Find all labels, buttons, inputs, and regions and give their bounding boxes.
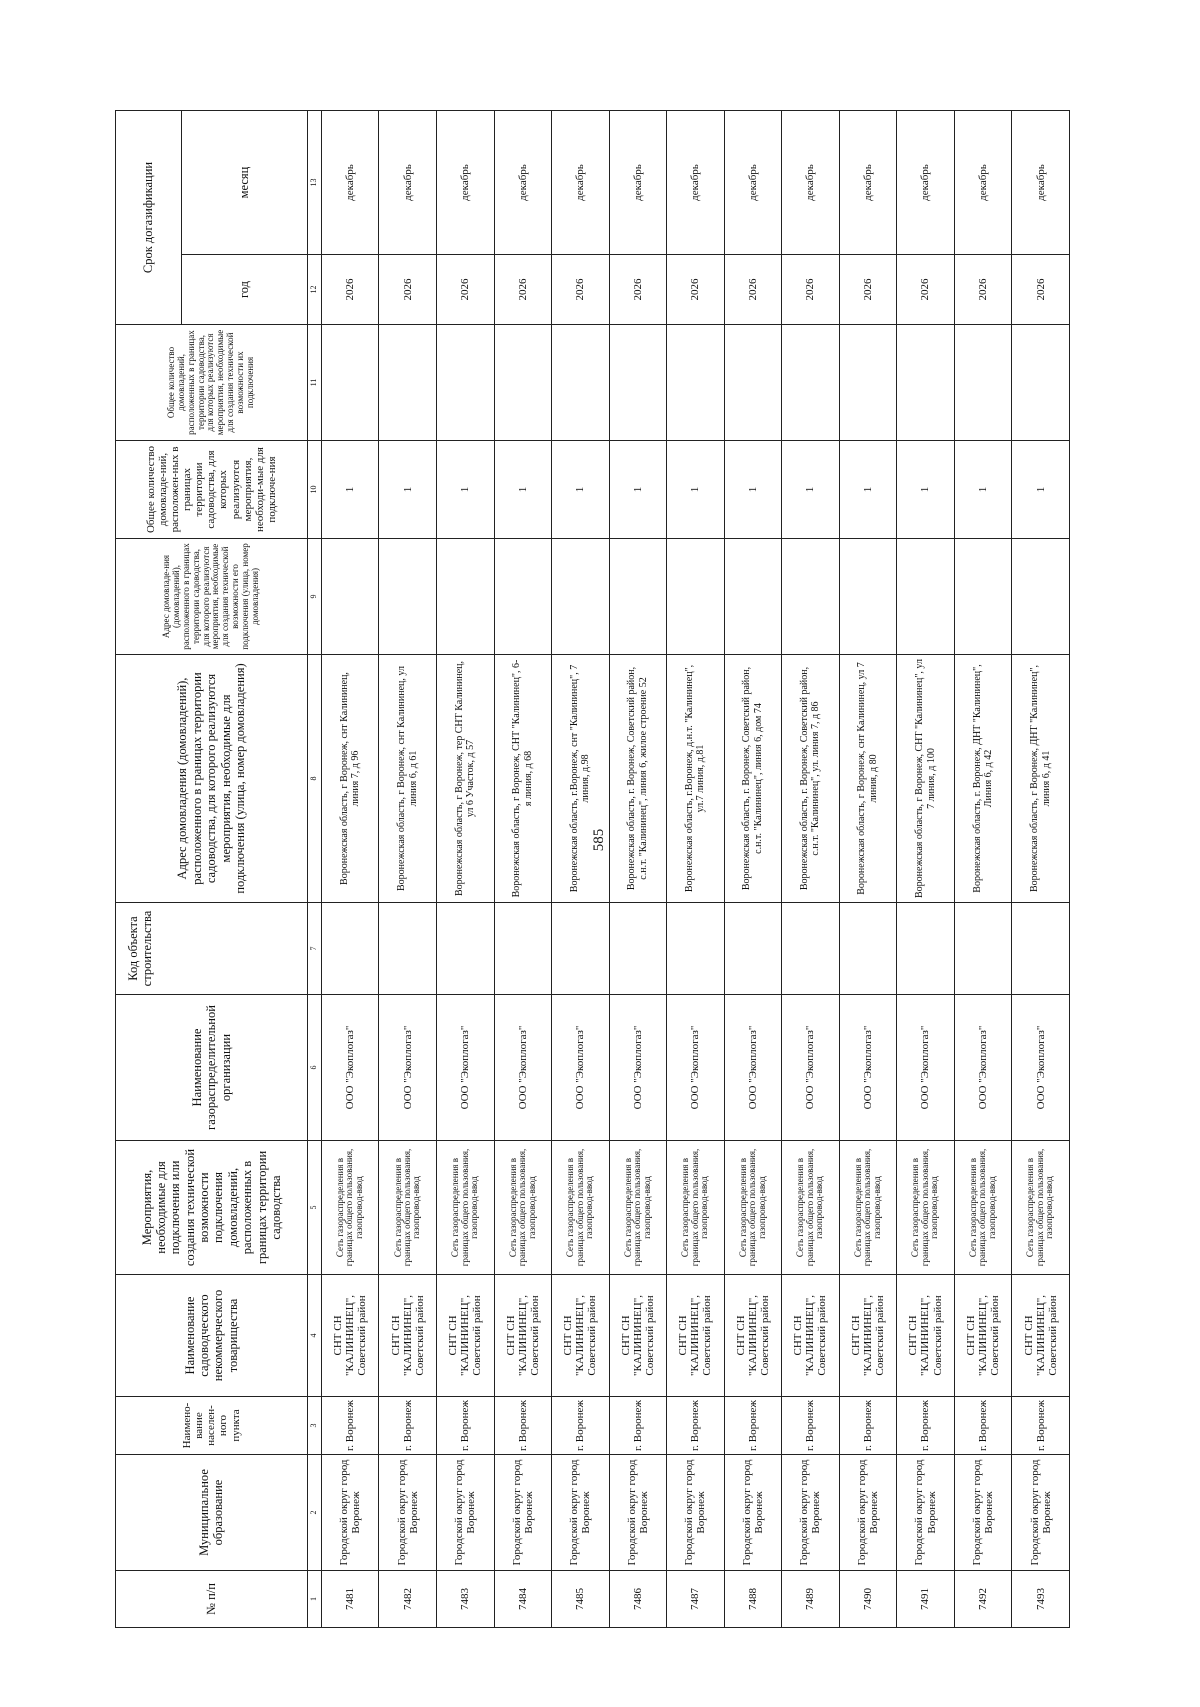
- count-tech-cell: [897, 325, 955, 441]
- settlement-cell: г. Воронеж: [436, 1397, 494, 1455]
- table-row: [552, 111, 610, 1628]
- count-tech-cell: [321, 325, 379, 441]
- address-tech-cell: [667, 539, 725, 655]
- municipality-cell: Городской округ город Воронеж: [379, 1455, 437, 1571]
- gas-org-cell: ООО "Экоплогаз": [552, 995, 610, 1141]
- address-tech-cell: [1012, 539, 1070, 655]
- measures-cell: Сеть газораспределения в границах общего пользования, газопровод-ввод: [494, 1141, 552, 1275]
- row-number: 7481: [321, 1571, 379, 1628]
- measures-cell: Сеть газораспределения в границах общего пользования, газопровод-ввод: [782, 1141, 840, 1275]
- settlement-cell: г. Воронеж: [609, 1397, 667, 1455]
- header-municipality: Муниципальное образование: [116, 1455, 308, 1571]
- object-code-cell: [552, 903, 610, 995]
- measures-cell: Сеть газораспределения в границах общего пользования, газопровод-ввод: [667, 1141, 725, 1275]
- row-number: 7488: [724, 1571, 782, 1628]
- address-cell: Воронежская область, г Воронеж, снт Калининец, ул 7 линия, д 80: [839, 655, 897, 903]
- address-tech-cell: [552, 539, 610, 655]
- column-number: 9: [307, 539, 321, 655]
- count-connect-cell: 1: [379, 441, 437, 539]
- header-year: год: [181, 255, 307, 325]
- count-tech-cell: [436, 325, 494, 441]
- row-number: 7484: [494, 1571, 552, 1628]
- address-tech-cell: [436, 539, 494, 655]
- settlement-cell: г. Воронеж: [552, 1397, 610, 1455]
- year-cell: 2026: [839, 255, 897, 325]
- object-code-cell: [494, 903, 552, 995]
- row-number: 7492: [954, 1571, 1012, 1628]
- year-cell: 2026: [494, 255, 552, 325]
- count-tech-cell: [1012, 325, 1070, 441]
- column-number: 13: [307, 111, 321, 255]
- settlement-cell: г. Воронеж: [1012, 1397, 1070, 1455]
- measures-cell: Сеть газораспределения в границах общего пользования, газопровод-ввод: [897, 1141, 955, 1275]
- measures-cell: Сеть газораспределения в границах общего пользования, газопровод-ввод: [954, 1141, 1012, 1275]
- table-row: [436, 111, 494, 1628]
- object-code-cell: [321, 903, 379, 995]
- partnership-cell: СНТ СН "КАЛИНИНЕЦ", Советский район: [321, 1275, 379, 1397]
- count-connect-cell: 1: [494, 441, 552, 539]
- column-number: 10: [307, 441, 321, 539]
- partnership-cell: СНТ СН "КАЛИНИНЕЦ", Советский район: [609, 1275, 667, 1397]
- header-gas-org: Наименование газораспределительной организации: [116, 995, 308, 1141]
- address-cell: Воронежская область, г. Воронеж, Советский район, с.н.т. "Калининец", ул. линия 7, д 86: [782, 655, 840, 903]
- address-cell: Воронежская область, г. Воронеж, Советский район, с.н.т. "Калининец", линия 6, дом 74: [724, 655, 782, 903]
- count-tech-cell: [552, 325, 610, 441]
- year-cell: 2026: [609, 255, 667, 325]
- object-code-cell: [436, 903, 494, 995]
- address-cell: Воронежская область, г Воронеж, снт Калининец, линия 7, д 96: [321, 655, 379, 903]
- row-number: 7485: [552, 1571, 610, 1628]
- gas-org-cell: ООО "Экоплогаз": [609, 995, 667, 1141]
- count-connect-cell: 1: [782, 441, 840, 539]
- table-row: [782, 111, 840, 1628]
- count-connect-cell: 1: [321, 441, 379, 539]
- year-cell: 2026: [954, 255, 1012, 325]
- column-number: 8: [307, 655, 321, 903]
- measures-cell: Сеть газораспределения в границах общего пользования, газопровод-ввод: [379, 1141, 437, 1275]
- measures-cell: Сеть газораспределения в границах общего пользования, газопровод-ввод: [1012, 1141, 1070, 1275]
- table-row: [667, 111, 725, 1628]
- municipality-cell: Городской округ город Воронеж: [782, 1455, 840, 1571]
- year-cell: 2026: [724, 255, 782, 325]
- count-connect-cell: 1: [436, 441, 494, 539]
- address-cell: Воронежская область, г.Воронеж, снт "Калининец", 7 линия, д.98: [552, 655, 610, 903]
- month-cell: декабрь: [667, 111, 725, 255]
- column-number: 11: [307, 325, 321, 441]
- municipality-cell: Городской округ город Воронеж: [1012, 1455, 1070, 1571]
- measures-cell: Сеть газораспределения в границах общего пользования, газопровод-ввод: [839, 1141, 897, 1275]
- month-cell: декабрь: [436, 111, 494, 255]
- settlement-cell: г. Воронеж: [839, 1397, 897, 1455]
- settlement-cell: г. Воронеж: [897, 1397, 955, 1455]
- table-row: [839, 111, 897, 1628]
- address-cell: Воронежская область, г.Воронеж, д.н.т. "Калининец", ул.7 линия, д.81: [667, 655, 725, 903]
- settlement-cell: г. Воронеж: [667, 1397, 725, 1455]
- month-cell: декабрь: [379, 111, 437, 255]
- column-number: 1: [307, 1571, 321, 1628]
- partnership-cell: СНТ СН "КАЛИНИНЕЦ", Советский район: [839, 1275, 897, 1397]
- gas-org-cell: ООО "Экоплогаз": [954, 995, 1012, 1141]
- row-number: 7483: [436, 1571, 494, 1628]
- year-cell: 2026: [379, 255, 437, 325]
- column-number: 2: [307, 1455, 321, 1571]
- gasification-table: [115, 110, 1070, 1628]
- object-code-cell: [1012, 903, 1070, 995]
- count-connect-cell: 1: [724, 441, 782, 539]
- count-connect-cell: 1: [897, 441, 955, 539]
- address-tech-cell: [321, 539, 379, 655]
- gas-org-cell: ООО "Экоплогаз": [321, 995, 379, 1141]
- measures-cell: Сеть газораспределения в границах общего пользования, газопровод-ввод: [609, 1141, 667, 1275]
- row-number: 7490: [839, 1571, 897, 1628]
- address-tech-cell: [724, 539, 782, 655]
- column-number-row: [307, 111, 321, 1628]
- month-cell: декабрь: [609, 111, 667, 255]
- partnership-cell: СНТ СН "КАЛИНИНЕЦ", Советский район: [379, 1275, 437, 1397]
- gas-org-cell: ООО "Экоплогаз": [839, 995, 897, 1141]
- partnership-cell: СНТ СН "КАЛИНИНЕЦ", Советский район: [897, 1275, 955, 1397]
- count-tech-cell: [782, 325, 840, 441]
- count-connect-cell: 1: [552, 441, 610, 539]
- partnership-cell: СНТ СН "КАЛИНИНЕЦ", Советский район: [667, 1275, 725, 1397]
- row-number: 7493: [1012, 1571, 1070, 1628]
- count-connect-cell: 1: [1012, 441, 1070, 539]
- header-count-tech: Общее количество домовладений, расположенных в границах территории садоводства, для которых реализуются мероприятия, необходимые для создания технической возможности их подключения: [116, 325, 308, 441]
- gas-org-cell: ООО "Экоплогаз": [724, 995, 782, 1141]
- measures-cell: Сеть газораспределения в границах общего пользования, газопровод-ввод: [321, 1141, 379, 1275]
- count-tech-cell: [954, 325, 1012, 441]
- count-connect-cell: 1: [839, 441, 897, 539]
- count-tech-cell: [609, 325, 667, 441]
- count-tech-cell: [667, 325, 725, 441]
- row-number: 7491: [897, 1571, 955, 1628]
- object-code-cell: [379, 903, 437, 995]
- year-cell: 2026: [321, 255, 379, 325]
- partnership-cell: СНТ СН "КАЛИНИНЕЦ", Советский район: [494, 1275, 552, 1397]
- settlement-cell: г. Воронеж: [494, 1397, 552, 1455]
- address-tech-cell: [782, 539, 840, 655]
- gas-org-cell: ООО "Экоплогаз": [1012, 995, 1070, 1141]
- row-number: 7486: [609, 1571, 667, 1628]
- header-no: № п/п: [116, 1571, 308, 1628]
- year-cell: 2026: [897, 255, 955, 325]
- header-settlement: Наимено-вание населен-ного пункта: [116, 1397, 308, 1455]
- column-number: 12: [307, 255, 321, 325]
- measures-cell: Сеть газораспределения в границах общего пользования, газопровод-ввод: [552, 1141, 610, 1275]
- header-address-tech: Адрес домовладе-ния (домовладений), расположенного в границах территории садоводства, для которого реализуются мероприятия, необходимые для создания технической возможности его подключения (улица, номер домовладения): [116, 539, 308, 655]
- gas-org-cell: ООО "Экоплогаз": [494, 995, 552, 1141]
- object-code-cell: [782, 903, 840, 995]
- month-cell: декабрь: [1012, 111, 1070, 255]
- municipality-cell: Городской округ город Воронеж: [724, 1455, 782, 1571]
- address-tech-cell: [609, 539, 667, 655]
- count-connect-cell: 1: [667, 441, 725, 539]
- address-tech-cell: [839, 539, 897, 655]
- partnership-cell: СНТ СН "КАЛИНИНЕЦ", Советский район: [436, 1275, 494, 1397]
- year-cell: 2026: [782, 255, 840, 325]
- table-row: [609, 111, 667, 1628]
- gas-org-cell: ООО "Экоплогаз": [782, 995, 840, 1141]
- address-cell: Воронежская область, г Воронеж, ДНТ "Калининец", линия 6, д 41: [1012, 655, 1070, 903]
- gas-org-cell: ООО "Экоплогаз": [667, 995, 725, 1141]
- column-number: 4: [307, 1275, 321, 1397]
- partnership-cell: СНТ СН "КАЛИНИНЕЦ", Советский район: [1012, 1275, 1070, 1397]
- partnership-cell: СНТ СН "КАЛИНИНЕЦ", Советский район: [724, 1275, 782, 1397]
- measures-cell: Сеть газораспределения в границах общего пользования, газопровод-ввод: [436, 1141, 494, 1275]
- header-deadline: Срок догазификации: [116, 111, 182, 325]
- count-connect-cell: 1: [609, 441, 667, 539]
- municipality-cell: Городской округ город Воронеж: [552, 1455, 610, 1571]
- count-tech-cell: [839, 325, 897, 441]
- year-cell: 2026: [436, 255, 494, 325]
- address-tech-cell: [494, 539, 552, 655]
- month-cell: декабрь: [839, 111, 897, 255]
- year-cell: 2026: [667, 255, 725, 325]
- gas-org-cell: ООО "Экоплогаз": [436, 995, 494, 1141]
- gas-org-cell: ООО "Экоплогаз": [897, 995, 955, 1141]
- column-number: 6: [307, 995, 321, 1141]
- address-cell: Воронежская область, г Воронеж, тер СНТ Калининец, ул 6 Участок, д 57: [436, 655, 494, 903]
- address-tech-cell: [897, 539, 955, 655]
- row-number: 7487: [667, 1571, 725, 1628]
- object-code-cell: [609, 903, 667, 995]
- municipality-cell: Городской округ город Воронеж: [609, 1455, 667, 1571]
- month-cell: декабрь: [321, 111, 379, 255]
- municipality-cell: Городской округ город Воронеж: [897, 1455, 955, 1571]
- address-cell: Воронежская область, г Воронеж, СНТ "Калининец", ул 7 линия, д 100: [897, 655, 955, 903]
- year-cell: 2026: [1012, 255, 1070, 325]
- column-number: 3: [307, 1397, 321, 1455]
- count-connect-cell: 1: [954, 441, 1012, 539]
- object-code-cell: [839, 903, 897, 995]
- table-row: [1012, 111, 1070, 1628]
- partnership-cell: СНТ СН "КАЛИНИНЕЦ", Советский район: [552, 1275, 610, 1397]
- address-cell: Воронежская область, г. Воронеж, Советский район, с.н.т. "Калининец", линия 6, жилое строение 52: [609, 655, 667, 903]
- page-number: 585: [591, 828, 607, 852]
- header-month: месяц: [181, 111, 307, 255]
- table-row: [954, 111, 1012, 1628]
- column-number: 5: [307, 1141, 321, 1275]
- rotated-table-container: [115, 111, 1070, 1628]
- gas-org-cell: ООО "Экоплогаз": [379, 995, 437, 1141]
- object-code-cell: [897, 903, 955, 995]
- row-number: 7489: [782, 1571, 840, 1628]
- municipality-cell: Городской округ город Воронеж: [494, 1455, 552, 1571]
- settlement-cell: г. Воронеж: [379, 1397, 437, 1455]
- header-partnership: Наименование садоводческого некоммерческого товарищества: [116, 1275, 308, 1397]
- table-row: [897, 111, 955, 1628]
- settlement-cell: г. Воронеж: [321, 1397, 379, 1455]
- partnership-cell: СНТ СН "КАЛИНИНЕЦ", Советский район: [954, 1275, 1012, 1397]
- count-tech-cell: [379, 325, 437, 441]
- header-measures: Мероприятия, необходимые для подключения или создания технической возможности подключения домовладений, расположенных в границах территории садоводства: [116, 1141, 308, 1275]
- table-row: [724, 111, 782, 1628]
- month-cell: декабрь: [782, 111, 840, 255]
- municipality-cell: Городской округ город Воронеж: [839, 1455, 897, 1571]
- table-row: [494, 111, 552, 1628]
- object-code-cell: [667, 903, 725, 995]
- municipality-cell: Городской округ город Воронеж: [954, 1455, 1012, 1571]
- address-tech-cell: [954, 539, 1012, 655]
- settlement-cell: г. Воронеж: [954, 1397, 1012, 1455]
- address-cell: Воронежская область, г Воронеж, снт Калининец, ул линия 6, д 61: [379, 655, 437, 903]
- month-cell: декабрь: [897, 111, 955, 255]
- month-cell: декабрь: [552, 111, 610, 255]
- month-cell: декабрь: [494, 111, 552, 255]
- header-address: Адрес домовладения (домовладений), расположенного в границах территории садоводства, для которого реализуются мероприятия, необходимые для подключения (улица, номер домовладения): [116, 655, 308, 903]
- municipality-cell: Городской округ город Воронеж: [667, 1455, 725, 1571]
- settlement-cell: г. Воронеж: [782, 1397, 840, 1455]
- address-cell: Воронежская область, г. Воронеж, ДНТ "Калининец", Линия 6, д 42: [954, 655, 1012, 903]
- year-cell: 2026: [552, 255, 610, 325]
- address-tech-cell: [379, 539, 437, 655]
- row-number: 7482: [379, 1571, 437, 1628]
- header-count-connect: Общее количество домовладе-ний, расположен-ных в границах территории садоводства, для которых реализуются мероприятия, необходи-мые для подключе-ния: [116, 441, 308, 539]
- object-code-cell: [724, 903, 782, 995]
- month-cell: декабрь: [724, 111, 782, 255]
- month-cell: декабрь: [954, 111, 1012, 255]
- address-cell: Воронежская область, г Воронеж, СНТ "Калининец", 6-я линия, д 68: [494, 655, 552, 903]
- municipality-cell: Городской округ город Воронеж: [321, 1455, 379, 1571]
- table-row: [321, 111, 379, 1628]
- header-row-1: [116, 111, 182, 1628]
- measures-cell: Сеть газораспределения в границах общего пользования, газопровод-ввод: [724, 1141, 782, 1275]
- object-code-cell: [954, 903, 1012, 995]
- count-tech-cell: [494, 325, 552, 441]
- municipality-cell: Городской округ город Воронеж: [436, 1455, 494, 1571]
- column-number: 7: [307, 903, 321, 995]
- partnership-cell: СНТ СН "КАЛИНИНЕЦ", Советский район: [782, 1275, 840, 1397]
- header-object-code: Код объекта строительства: [116, 903, 308, 995]
- settlement-cell: г. Воронеж: [724, 1397, 782, 1455]
- count-tech-cell: [724, 325, 782, 441]
- table-row: [379, 111, 437, 1628]
